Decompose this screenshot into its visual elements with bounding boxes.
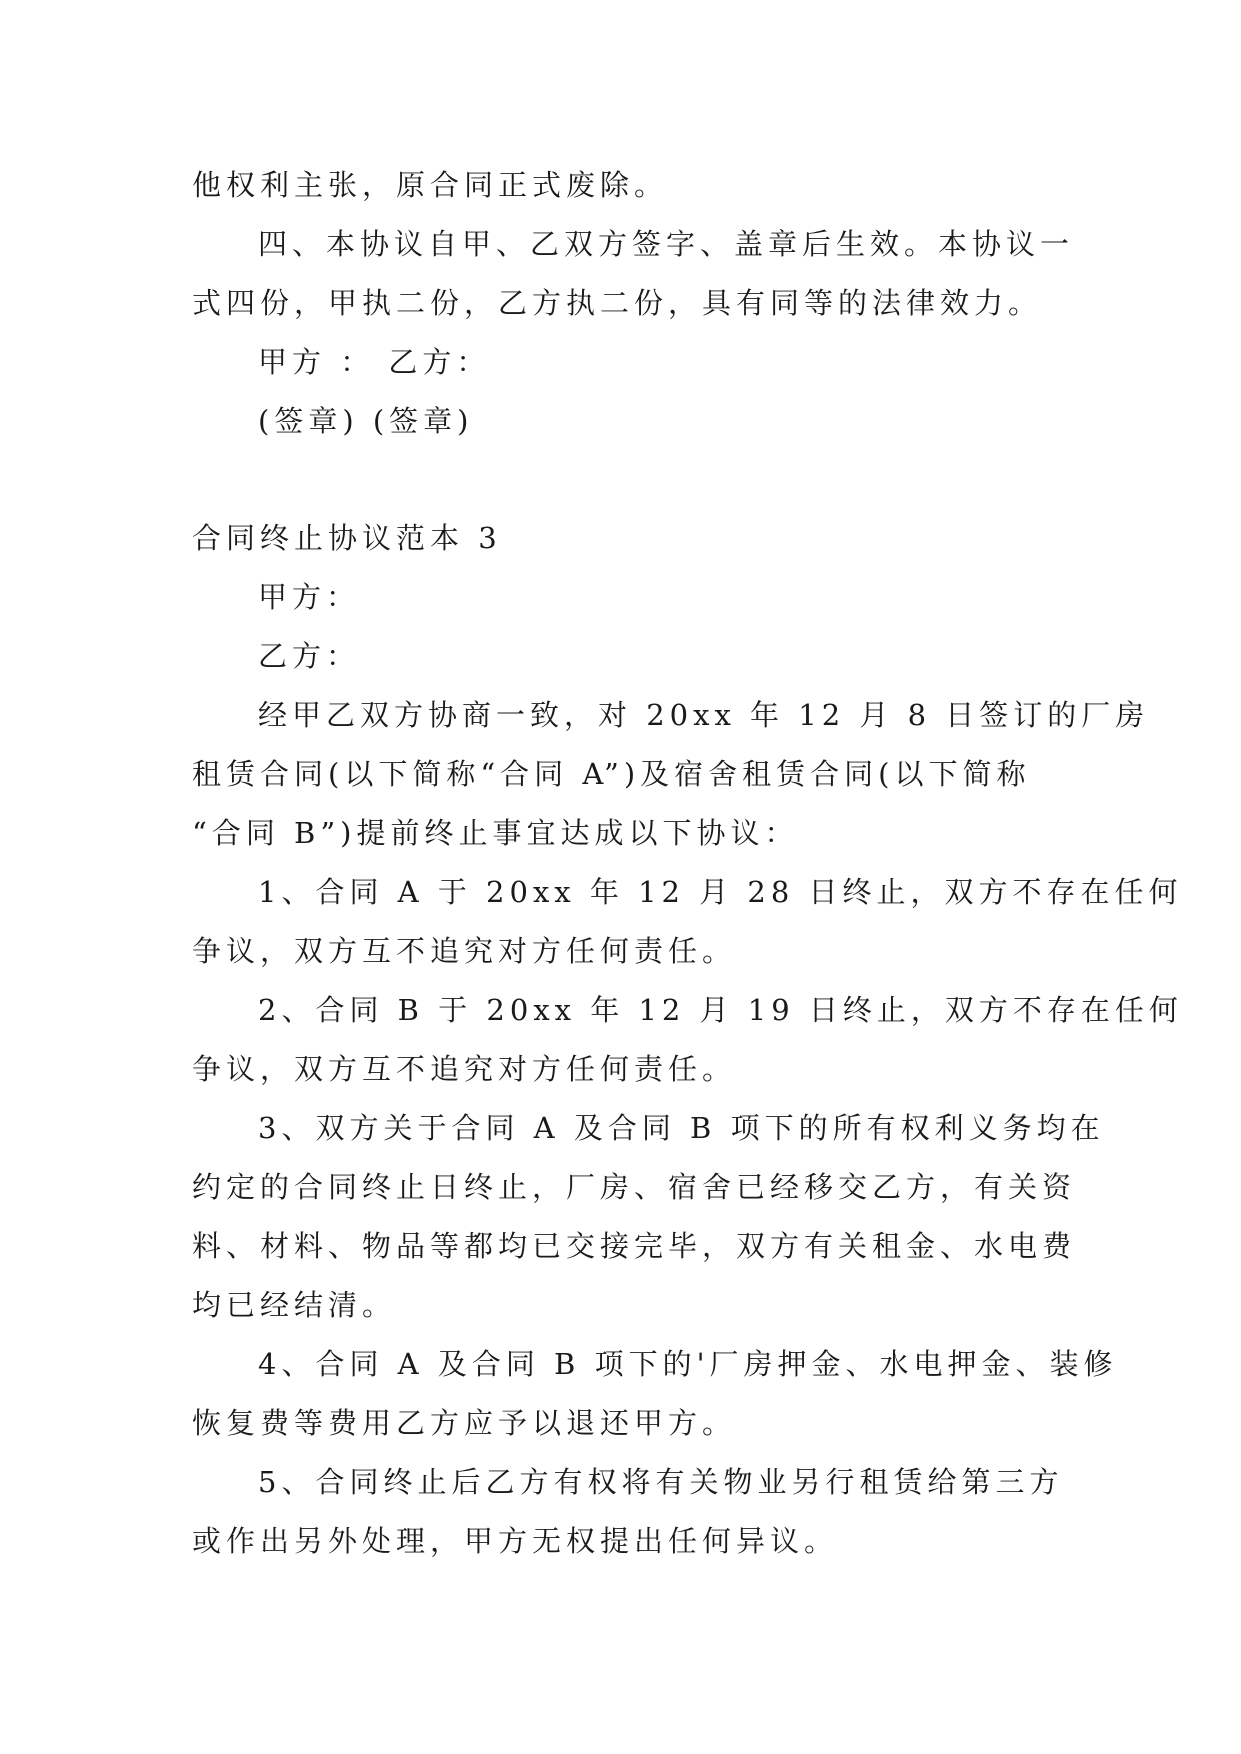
text-line: 式四份，甲执二份，乙方执二份，具有同等的法律效力。	[192, 286, 1043, 320]
clause-1: 1、合同 A 于 20xx 年 12 月 28 日终止，双方不存在任何	[258, 875, 1183, 909]
clause-4: 4、合同 A 及合同 B 项下的'厂房押金、水电押金、装修	[258, 1347, 1118, 1381]
clause-2: 2、合同 B 于 20xx 年 12 月 19 日终止，双方不存在任何	[258, 993, 1183, 1027]
text-line: 料、材料、物品等都均已交接完毕，双方有关租金、水电费	[192, 1229, 1077, 1263]
text-line: 争议，双方互不追究对方任何责任。	[192, 1052, 737, 1086]
text-line: 均已经结清。	[192, 1288, 397, 1322]
text-line: 租赁合同(以下简称“合同 A”)及宿舍租赁合同(以下简称	[192, 757, 1031, 791]
clause-3: 3、双方关于合同 A 及合同 B 项下的所有权利义务均在	[258, 1111, 1105, 1145]
text-line: 四、本协议自甲、乙双方签字、盖章后生效。本协议一	[258, 227, 1075, 261]
section-title: 合同终止协议范本 3	[192, 521, 502, 555]
text-line: 约定的合同终止日终止，厂房、宿舍已经移交乙方，有关资	[192, 1170, 1077, 1204]
text-line: 恢复费等费用乙方应予以退还甲方。	[192, 1406, 737, 1440]
signature-seals: (签章) (签章)	[258, 404, 474, 438]
text-line: 经甲乙双方协商一致，对 20xx 年 12 月 8 日签订的厂房	[258, 698, 1150, 732]
text-line: “合同 B”)提前终止事宜达成以下协议：	[192, 816, 799, 850]
text-line: 争议，双方互不追究对方任何责任。	[192, 934, 737, 968]
text-line: 他权利主张，原合同正式废除。	[192, 168, 669, 202]
text-line: 或作出另外处理，甲方无权提出任何异议。	[192, 1524, 839, 1558]
clause-5: 5、合同终止后乙方有权将有关物业另行租赁给第三方	[258, 1465, 1064, 1499]
signature-parties: 甲方 ： 乙方：	[258, 345, 491, 379]
party-a-label: 甲方：	[258, 580, 361, 614]
party-b-label: 乙方：	[258, 639, 361, 673]
